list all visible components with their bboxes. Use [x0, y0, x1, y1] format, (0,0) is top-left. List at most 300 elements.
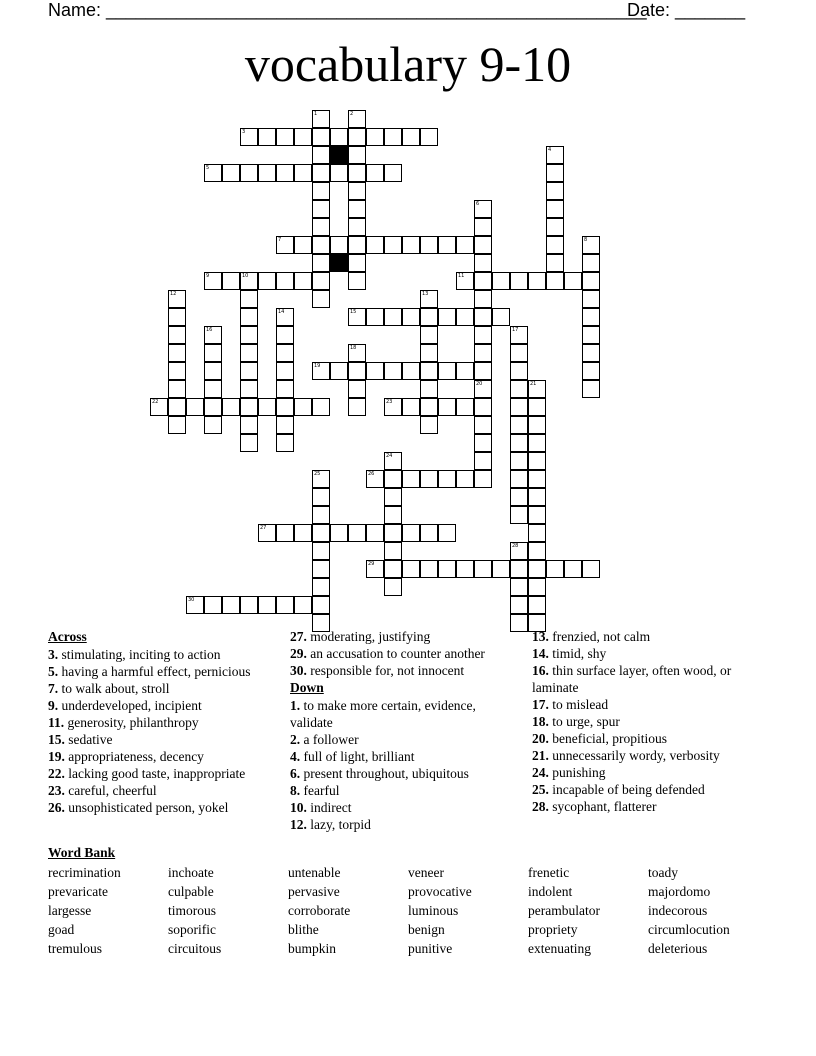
- word-bank-item: tremulous: [48, 941, 102, 956]
- grid-cell[interactable]: [474, 362, 492, 380]
- grid-cell[interactable]: [366, 128, 384, 146]
- clue-text: responsible for, not innocent: [306, 663, 465, 678]
- grid-cell[interactable]: [402, 470, 420, 488]
- down-clue: [290, 697, 520, 731]
- clue-text: a follower: [300, 732, 359, 747]
- grid-cell[interactable]: [582, 326, 600, 344]
- grid-cell[interactable]: [528, 416, 546, 434]
- grid-cell[interactable]: [276, 380, 294, 398]
- grid-cell[interactable]: [312, 398, 330, 416]
- clue-text: thin surface layer, often wood, or laminate: [532, 663, 732, 695]
- grid-cell[interactable]: [474, 560, 492, 578]
- clue-number: 7: [278, 237, 282, 243]
- grid-cell[interactable]: [204, 362, 222, 380]
- clues-column-1: [48, 628, 278, 816]
- grid-cell[interactable]: [312, 254, 330, 272]
- grid-cell[interactable]: [528, 272, 546, 290]
- grid-cell[interactable]: [474, 398, 492, 416]
- grid-cell[interactable]: [510, 560, 528, 578]
- word-bank-item: corroborate: [288, 903, 351, 918]
- grid-cell[interactable]: [312, 200, 330, 218]
- page-title: vocabulary 9-10: [244, 36, 572, 92]
- grid-cell[interactable]: [276, 128, 294, 146]
- grid-cell[interactable]: [294, 128, 312, 146]
- grid-cell[interactable]: [582, 272, 600, 290]
- grid-cell[interactable]: [474, 308, 492, 326]
- clue-text: unnecessarily wordy, verbosity: [548, 748, 720, 763]
- clue-num: 17.: [532, 697, 549, 712]
- grid-cell[interactable]: [528, 542, 546, 560]
- grid-cell[interactable]: [240, 434, 258, 452]
- clue-text: careful, cheerful: [64, 783, 157, 798]
- grid-cell[interactable]: [510, 272, 528, 290]
- clue-num: 5.: [48, 664, 59, 679]
- grid-cell[interactable]: [204, 344, 222, 362]
- grid-cell[interactable]: [582, 380, 600, 398]
- word-bank-item: culpable: [168, 884, 214, 899]
- grid-cell[interactable]: [582, 362, 600, 380]
- clue-number: 20: [476, 381, 483, 387]
- grid-cell[interactable]: [240, 398, 258, 416]
- grid-cell[interactable]: [546, 182, 564, 200]
- grid-cell[interactable]: [168, 344, 186, 362]
- grid-cell[interactable]: [294, 524, 312, 542]
- clue-text: having a harmful effect, pernicious: [58, 664, 251, 679]
- grid-cell[interactable]: [420, 326, 438, 344]
- grid-cell[interactable]: [366, 236, 384, 254]
- clue-number: 2: [350, 111, 354, 117]
- down-clue: [290, 765, 520, 782]
- grid-cell[interactable]: [528, 434, 546, 452]
- grid-cell[interactable]: [258, 164, 276, 182]
- grid-cell[interactable]: [294, 164, 312, 182]
- grid-cell[interactable]: [474, 452, 492, 470]
- grid-cell[interactable]: [276, 524, 294, 542]
- grid-cell[interactable]: [204, 398, 222, 416]
- grid-cell[interactable]: [330, 524, 348, 542]
- grid-cell[interactable]: [456, 362, 474, 380]
- clue-number: 25: [314, 471, 321, 477]
- word-bank-item: pervasive: [288, 884, 340, 899]
- grid-cell[interactable]: [312, 578, 330, 596]
- grid-cell[interactable]: [582, 344, 600, 362]
- grid-cell[interactable]: [528, 524, 546, 542]
- clue-number: 26: [368, 471, 375, 477]
- grid-cell[interactable]: [204, 416, 222, 434]
- grid-cell[interactable]: [402, 236, 420, 254]
- grid-cell[interactable]: [528, 470, 546, 488]
- grid-cell[interactable]: [510, 362, 528, 380]
- grid-cell[interactable]: [186, 398, 204, 416]
- grid-cell[interactable]: [276, 416, 294, 434]
- grid-cell[interactable]: [276, 344, 294, 362]
- grid-cell[interactable]: [528, 560, 546, 578]
- grid-cell[interactable]: [276, 272, 294, 290]
- grid-cell[interactable]: [366, 164, 384, 182]
- grid-cell[interactable]: [582, 290, 600, 308]
- down-clue: [532, 764, 757, 781]
- clue-text: lacking good taste, inappropriate: [64, 766, 246, 781]
- grid-cell[interactable]: [402, 524, 420, 542]
- grid-cell[interactable]: [456, 560, 474, 578]
- clue-number: 29: [368, 561, 375, 567]
- date-line: Date: _______: [627, 0, 746, 20]
- clue-number: 13: [422, 291, 429, 297]
- clue-num: 15.: [48, 732, 65, 747]
- clue-number: 21: [530, 381, 537, 387]
- clue-number: 10: [242, 273, 249, 279]
- clue-number: 5: [206, 165, 210, 171]
- grid-cell[interactable]: [420, 128, 438, 146]
- grid-cell[interactable]: [564, 272, 582, 290]
- grid-cell[interactable]: [312, 560, 330, 578]
- clue-num: 3.: [48, 647, 59, 662]
- grid-cell[interactable]: [258, 272, 276, 290]
- grid-cell[interactable]: [204, 596, 222, 614]
- grid-cell[interactable]: [546, 200, 564, 218]
- clue-text: generosity, philanthropy: [64, 715, 199, 730]
- word-bank-item: indecorous: [648, 903, 708, 918]
- word-bank-item: timorous: [168, 903, 217, 918]
- grid-cell[interactable]: [510, 452, 528, 470]
- grid-cell[interactable]: [456, 470, 474, 488]
- grid-cell[interactable]: [384, 578, 402, 596]
- grid-cell[interactable]: [420, 560, 438, 578]
- grid-cell[interactable]: [420, 416, 438, 434]
- grid-cell[interactable]: [168, 380, 186, 398]
- grid-cell[interactable]: [474, 218, 492, 236]
- grid-cell[interactable]: [510, 398, 528, 416]
- grid-cell[interactable]: [510, 416, 528, 434]
- grid-cell[interactable]: [402, 308, 420, 326]
- grid-cell[interactable]: [258, 398, 276, 416]
- clue-number: 4: [548, 147, 552, 153]
- grid-cell[interactable]: [420, 344, 438, 362]
- grid-cell[interactable]: [348, 146, 366, 164]
- clue-num: 22.: [48, 766, 65, 781]
- grid-cell[interactable]: [168, 398, 186, 416]
- across-clue: [48, 799, 278, 816]
- grid-cell[interactable]: [258, 128, 276, 146]
- grid-cell[interactable]: [420, 398, 438, 416]
- clue-text: to urge, spur: [548, 714, 620, 729]
- word-bank-item: toady: [648, 865, 678, 880]
- grid-cell[interactable]: [294, 398, 312, 416]
- grid-cell[interactable]: [474, 254, 492, 272]
- grid-cell[interactable]: [240, 362, 258, 380]
- grid-cell[interactable]: [330, 164, 348, 182]
- grid-cell[interactable]: [528, 506, 546, 524]
- clue-num: 27.: [290, 629, 307, 644]
- down-clue: [532, 662, 757, 696]
- grid-cell[interactable]: [384, 164, 402, 182]
- grid-cell[interactable]: [402, 560, 420, 578]
- clue-text: to walk about, stroll: [58, 681, 170, 696]
- grid-cell[interactable]: [348, 362, 366, 380]
- grid-cell[interactable]: [168, 308, 186, 326]
- grid-cell[interactable]: [294, 272, 312, 290]
- grid-cell[interactable]: [438, 470, 456, 488]
- grid-cell[interactable]: [330, 362, 348, 380]
- clue-text: indirect: [306, 800, 352, 815]
- clue-number: 19: [314, 363, 321, 369]
- clue-number: 18: [350, 345, 357, 351]
- grid-cell[interactable]: [366, 524, 384, 542]
- grid-cell[interactable]: [348, 254, 366, 272]
- grid-cell[interactable]: [312, 146, 330, 164]
- grid-cell[interactable]: [510, 488, 528, 506]
- clue-number: 27: [260, 525, 267, 531]
- grid-cell[interactable]: [240, 326, 258, 344]
- grid-cell[interactable]: [384, 524, 402, 542]
- clue-num: 9.: [48, 698, 59, 713]
- grid-cell[interactable]: [276, 164, 294, 182]
- grid-cell[interactable]: [384, 362, 402, 380]
- grid-cell[interactable]: [348, 524, 366, 542]
- grid-cell[interactable]: [168, 362, 186, 380]
- clue-text: an accusation to counter another: [306, 646, 485, 661]
- clue-number: 8: [584, 237, 588, 243]
- clue-num: 6.: [290, 766, 301, 781]
- word-bank-item: extenuating: [528, 941, 591, 956]
- grid-cell[interactable]: [420, 362, 438, 380]
- grid-cell[interactable]: [258, 596, 276, 614]
- grid-cell[interactable]: [456, 398, 474, 416]
- grid-cell[interactable]: [546, 272, 564, 290]
- clue-num: 10.: [290, 800, 307, 815]
- grid-cell[interactable]: [546, 164, 564, 182]
- grid-cell[interactable]: [276, 398, 294, 416]
- grid-cell[interactable]: [240, 596, 258, 614]
- grid-cell[interactable]: [312, 506, 330, 524]
- grid-cell[interactable]: [582, 308, 600, 326]
- grid-cell[interactable]: [312, 272, 330, 290]
- clue-number: 30: [188, 597, 195, 603]
- grid-cell[interactable]: [276, 362, 294, 380]
- name-line: Name: ______________________________________________________: [48, 0, 647, 20]
- grid-block: [330, 254, 348, 272]
- grid-cell[interactable]: [474, 344, 492, 362]
- grid-cell[interactable]: [204, 380, 222, 398]
- clue-text: moderating, justifying: [306, 629, 431, 644]
- grid-cell[interactable]: [528, 578, 546, 596]
- grid-cell[interactable]: [276, 326, 294, 344]
- grid-cell[interactable]: [330, 236, 348, 254]
- grid-cell[interactable]: [348, 272, 366, 290]
- clues-column-3: [532, 628, 757, 815]
- grid-cell[interactable]: [582, 254, 600, 272]
- across-clue: [290, 645, 520, 662]
- grid-cell[interactable]: [438, 524, 456, 542]
- clue-text: sycophant, flatterer: [548, 799, 657, 814]
- grid-cell[interactable]: [312, 524, 330, 542]
- clue-text: sedative: [64, 732, 113, 747]
- clue-num: 26.: [48, 800, 65, 815]
- across-clue: [48, 663, 278, 680]
- grid-cell[interactable]: [312, 236, 330, 254]
- grid-block: [330, 146, 348, 164]
- grid-cell[interactable]: [456, 236, 474, 254]
- grid-cell[interactable]: [240, 308, 258, 326]
- grid-cell[interactable]: [348, 380, 366, 398]
- clue-number: 23: [386, 399, 393, 405]
- grid-cell[interactable]: [222, 596, 240, 614]
- grid-cell[interactable]: [312, 290, 330, 308]
- grid-cell[interactable]: [240, 344, 258, 362]
- grid-cell[interactable]: [384, 470, 402, 488]
- grid-cell[interactable]: [384, 236, 402, 254]
- grid-cell[interactable]: [294, 236, 312, 254]
- grid-cell[interactable]: [492, 560, 510, 578]
- grid-cell[interactable]: [528, 596, 546, 614]
- grid-cell[interactable]: [492, 308, 510, 326]
- across-clue: [48, 731, 278, 748]
- grid-cell[interactable]: [420, 236, 438, 254]
- grid-cell[interactable]: [420, 380, 438, 398]
- grid-cell[interactable]: [312, 128, 330, 146]
- clue-number: 14: [278, 309, 285, 315]
- grid-cell[interactable]: [348, 398, 366, 416]
- grid-cell[interactable]: [510, 506, 528, 524]
- grid-cell[interactable]: [420, 308, 438, 326]
- grid-cell[interactable]: [348, 164, 366, 182]
- grid-cell[interactable]: [384, 308, 402, 326]
- across-heading: Across: [48, 629, 87, 644]
- word-bank-item: inchoate: [168, 865, 214, 880]
- grid-cell[interactable]: [402, 128, 420, 146]
- word-bank-item: majordomo: [648, 884, 711, 899]
- across-clue: [48, 680, 278, 697]
- clue-text: full of light, brilliant: [300, 749, 415, 764]
- grid-cell[interactable]: [240, 290, 258, 308]
- grid-cell[interactable]: [366, 362, 384, 380]
- grid-cell[interactable]: [348, 236, 366, 254]
- grid-cell[interactable]: [384, 488, 402, 506]
- clue-text: present throughout, ubiquitous: [300, 766, 469, 781]
- grid-cell[interactable]: [420, 524, 438, 542]
- grid-cell[interactable]: [348, 218, 366, 236]
- grid-cell[interactable]: [492, 272, 510, 290]
- grid-cell[interactable]: [312, 542, 330, 560]
- grid-cell[interactable]: [330, 128, 348, 146]
- grid-cell[interactable]: [276, 434, 294, 452]
- grid-cell[interactable]: [312, 488, 330, 506]
- word-bank-item: propriety: [528, 922, 578, 937]
- grid-cell[interactable]: [510, 470, 528, 488]
- grid-cell[interactable]: [510, 596, 528, 614]
- grid-cell[interactable]: [546, 218, 564, 236]
- grid-cell[interactable]: [474, 326, 492, 344]
- grid-cell[interactable]: [312, 218, 330, 236]
- grid-cell[interactable]: [222, 272, 240, 290]
- grid-cell[interactable]: [474, 434, 492, 452]
- grid-cell[interactable]: [546, 254, 564, 272]
- word-bank-item: goad: [48, 922, 75, 937]
- grid-cell[interactable]: [582, 560, 600, 578]
- down-clue: [532, 798, 757, 815]
- clue-num: 20.: [532, 731, 549, 746]
- clue-num: 29.: [290, 646, 307, 661]
- across-clue: [48, 646, 278, 663]
- grid-cell[interactable]: [366, 308, 384, 326]
- grid-cell[interactable]: [312, 182, 330, 200]
- grid-cell[interactable]: [546, 560, 564, 578]
- grid-cell[interactable]: [510, 578, 528, 596]
- grid-cell[interactable]: [438, 362, 456, 380]
- clue-num: 24.: [532, 765, 549, 780]
- clue-text: lazy, torpid: [306, 817, 371, 832]
- clue-num: 30.: [290, 663, 307, 678]
- grid-cell[interactable]: [546, 236, 564, 254]
- clue-text: incapable of being defended: [548, 782, 705, 797]
- word-bank-item: circuitous: [168, 941, 222, 956]
- across-clue: [290, 662, 520, 679]
- grid-cell[interactable]: [294, 596, 312, 614]
- grid-cell[interactable]: [438, 236, 456, 254]
- grid-cell[interactable]: [348, 182, 366, 200]
- grid-cell[interactable]: [456, 308, 474, 326]
- grid-cell[interactable]: [402, 362, 420, 380]
- grid-cell[interactable]: [240, 416, 258, 434]
- grid-cell[interactable]: [384, 542, 402, 560]
- clue-num: 21.: [532, 748, 549, 763]
- grid-cell[interactable]: [168, 326, 186, 344]
- grid-cell[interactable]: [240, 380, 258, 398]
- grid-cell[interactable]: [348, 128, 366, 146]
- grid-cell[interactable]: [528, 398, 546, 416]
- word-bank-item: largesse: [48, 903, 92, 918]
- across-clue: [48, 714, 278, 731]
- word-bank-item: indolent: [528, 884, 573, 899]
- grid-cell[interactable]: [420, 470, 438, 488]
- grid-cell[interactable]: [528, 488, 546, 506]
- across-clue: [48, 782, 278, 799]
- grid-cell[interactable]: [474, 470, 492, 488]
- grid-cell[interactable]: [474, 290, 492, 308]
- grid-cell[interactable]: [438, 398, 456, 416]
- grid-cell[interactable]: [312, 164, 330, 182]
- grid-cell[interactable]: [474, 236, 492, 254]
- grid-cell[interactable]: [312, 596, 330, 614]
- grid-cell[interactable]: [222, 164, 240, 182]
- word-bank-item: deleterious: [648, 941, 708, 956]
- grid-cell[interactable]: [384, 128, 402, 146]
- grid-cell[interactable]: [474, 272, 492, 290]
- grid-cell[interactable]: [384, 560, 402, 578]
- grid-cell[interactable]: [528, 452, 546, 470]
- word-bank-item: bumpkin: [288, 941, 337, 956]
- grid-cell[interactable]: [510, 434, 528, 452]
- grid-cell[interactable]: [438, 560, 456, 578]
- grid-cell[interactable]: [402, 398, 420, 416]
- grid-cell[interactable]: [384, 506, 402, 524]
- grid-cell[interactable]: [276, 596, 294, 614]
- grid-cell[interactable]: [510, 344, 528, 362]
- grid-cell[interactable]: [222, 398, 240, 416]
- grid-cell[interactable]: [240, 164, 258, 182]
- grid-cell[interactable]: [510, 380, 528, 398]
- clue-text: fearful: [300, 783, 340, 798]
- grid-cell[interactable]: [564, 560, 582, 578]
- grid-cell[interactable]: [348, 200, 366, 218]
- grid-cell[interactable]: [438, 308, 456, 326]
- grid-cell[interactable]: [168, 416, 186, 434]
- clue-num: 2.: [290, 732, 301, 747]
- clue-number: 22: [152, 399, 159, 405]
- across-clue: [290, 628, 520, 645]
- clue-text: unsophisticated person, yokel: [64, 800, 229, 815]
- grid-cell[interactable]: [474, 416, 492, 434]
